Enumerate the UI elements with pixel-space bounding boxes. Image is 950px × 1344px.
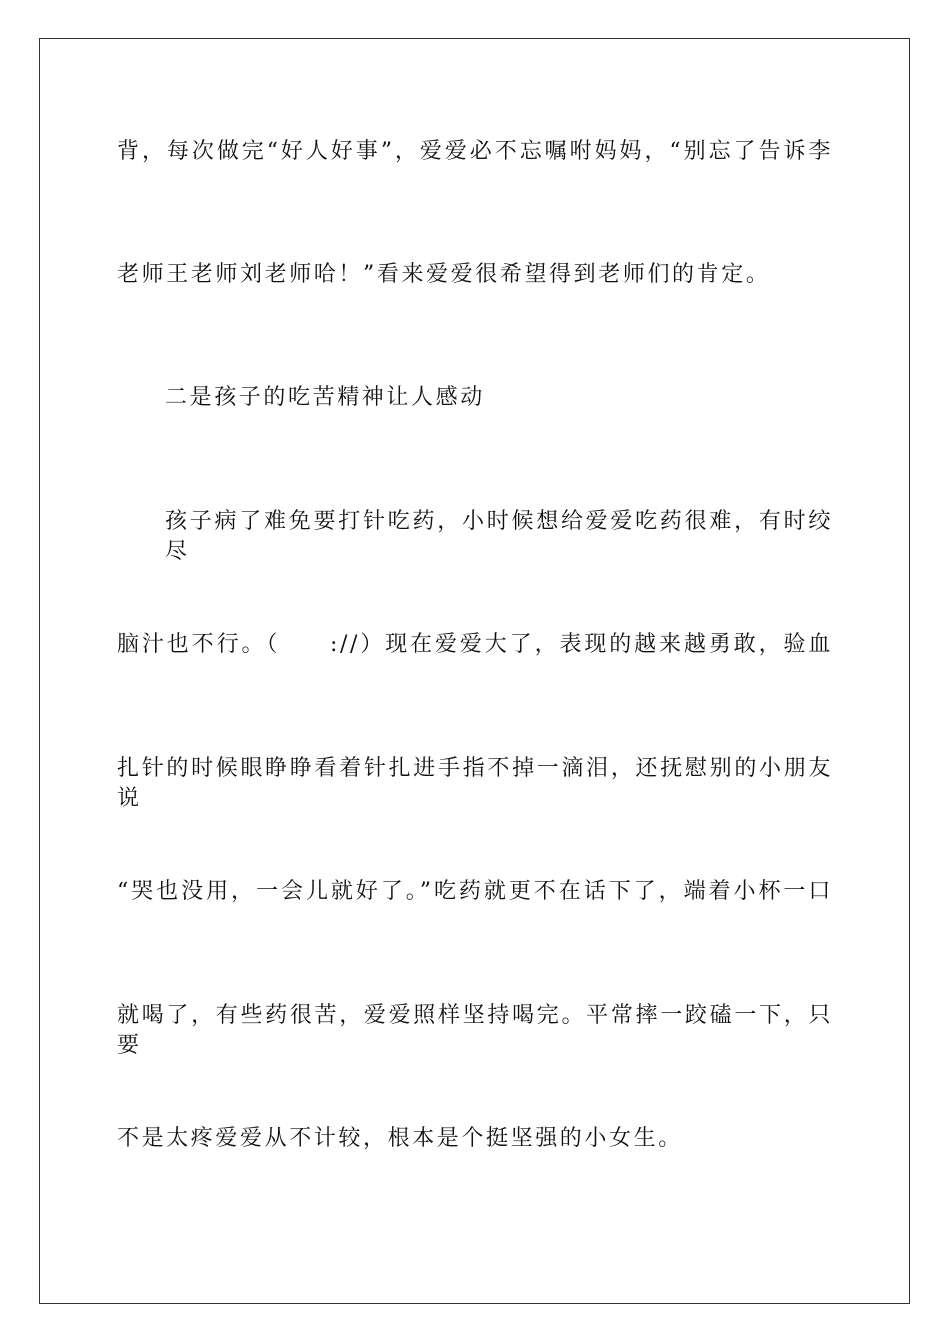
paragraph-line-6: “哭也没用，一会儿就好了。”吃药就更不在话下了，端着小杯一口: [117, 879, 833, 904]
paragraph-line-1: 背，每次做完“好人好事”，爱爱必不忘嘱咐妈妈，“别忘了告诉李: [117, 139, 833, 164]
section-heading: 二是孩子的吃苦精神让人感动: [165, 385, 485, 410]
paragraph-line-7: 就喝了，有些药很苦，爱爱照样坚持喝完。平常摔一跤磕一下，只要: [117, 1003, 833, 1058]
paragraph-line-3: 孩子病了难免要打针吃药，小时候想给爱爱吃药很难，有时绞尽: [165, 509, 833, 564]
paragraph-line-4: 脑汁也不行。（ ://）现在爱爱大了，表现的越来越勇敢，验血: [117, 632, 833, 657]
paragraph-line-5: 扎针的时候眼睁睁看着针扎进手指不掉一滴泪，还抚慰别的小朋友说: [117, 756, 833, 811]
paragraph-line-2: 老师王老师刘老师哈！”看来爱爱很希望得到老师们的肯定。: [117, 262, 771, 287]
page-frame: [39, 38, 910, 1304]
paragraph-line-8: 不是太疼爱爱从不计较，根本是个挺坚强的小女生。: [117, 1126, 683, 1151]
